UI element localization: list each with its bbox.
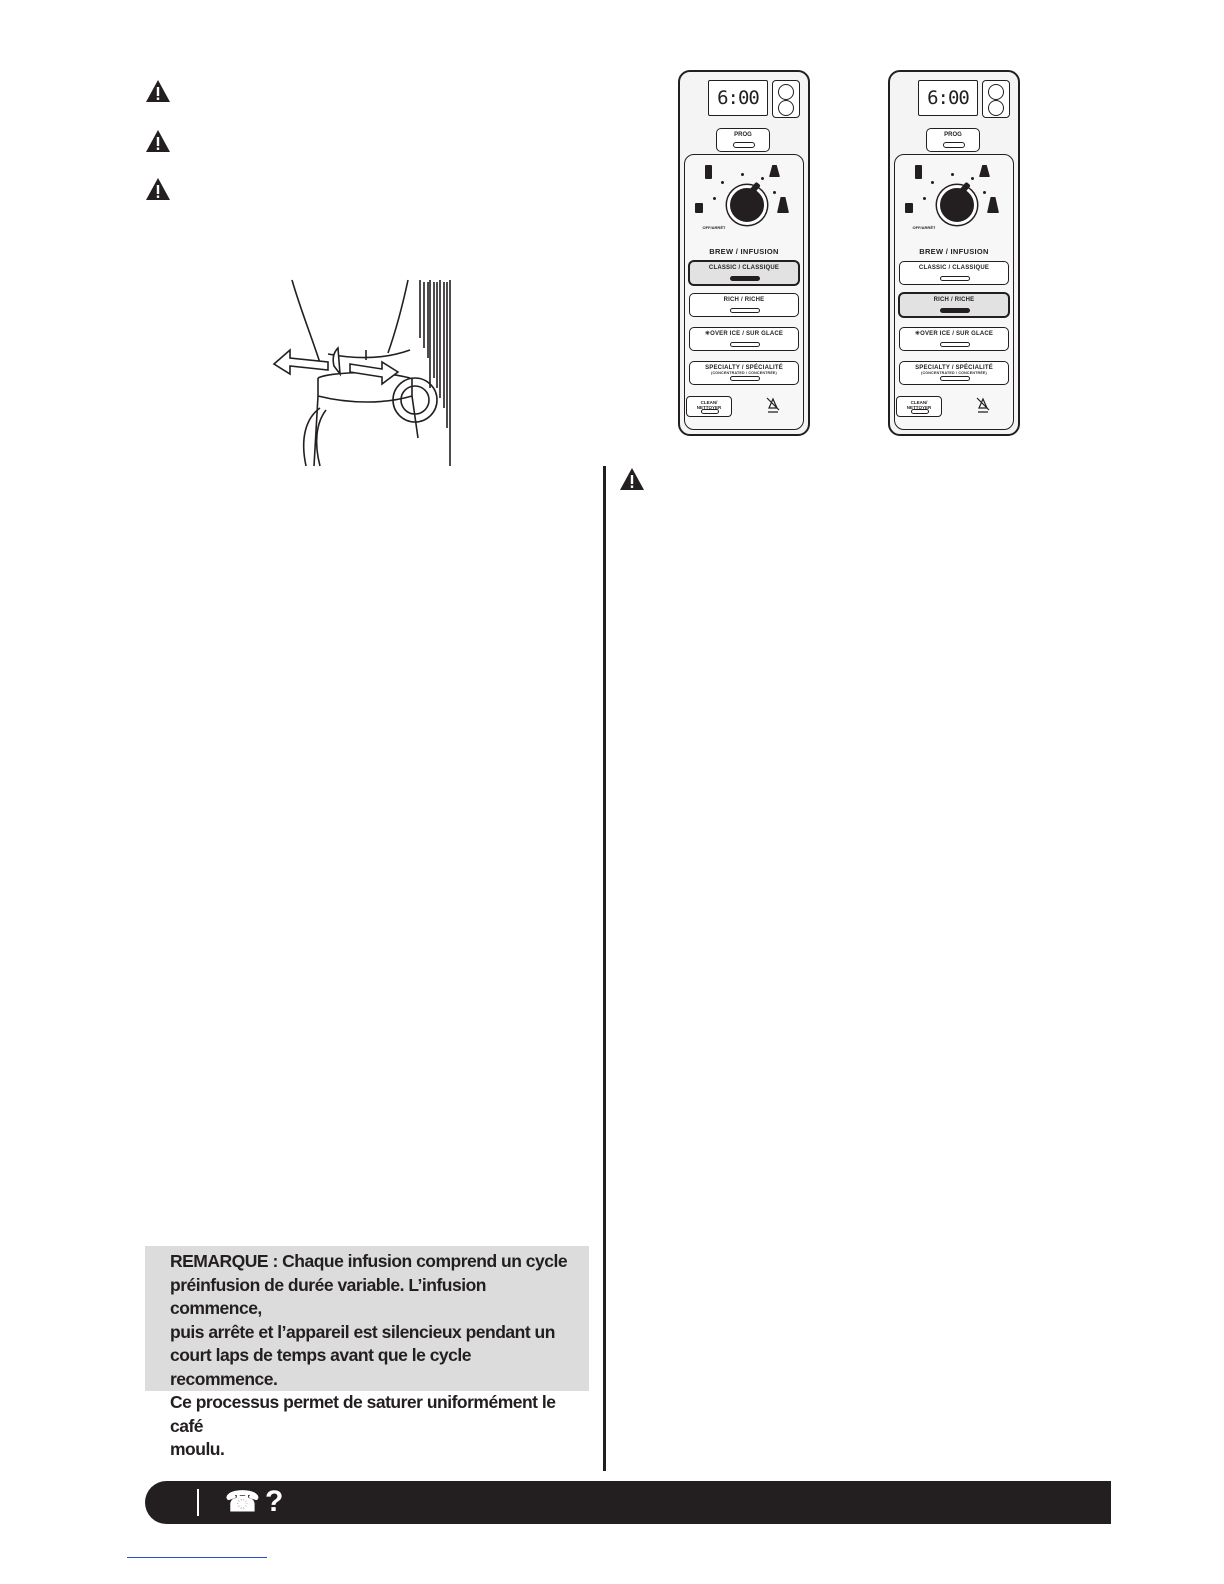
question-mark: ? — [265, 1485, 284, 1518]
column-divider — [603, 466, 606, 1471]
mug-icon — [695, 203, 703, 213]
footer-bar — [145, 1481, 1111, 1524]
size-dial[interactable] — [727, 185, 767, 225]
brew-selector — [894, 154, 1014, 430]
over-ice-button[interactable]: ✳OVER ICE / SUR GLACE — [899, 327, 1009, 351]
classic-button[interactable]: CLASSIC / CLASSIQUE — [899, 261, 1009, 285]
footer-separator — [197, 1489, 199, 1516]
control-panel-classic — [678, 70, 810, 436]
control-panel-rich — [888, 70, 1020, 436]
carafe-illustration — [270, 278, 460, 468]
clock-display: 6:00 — [708, 80, 768, 116]
hour-minute-knobs[interactable] — [772, 80, 800, 118]
carafe-full-icon — [987, 197, 999, 213]
warning-triangle-icon — [145, 177, 171, 201]
carafe-full-icon — [777, 197, 789, 213]
clock-display: 6:00 — [918, 80, 978, 116]
classic-button[interactable]: CLASSIC / CLASSIQUE — [689, 261, 799, 285]
cup-icon — [915, 165, 922, 179]
mute-icon[interactable] — [764, 396, 782, 416]
rich-button[interactable]: RICH / RICHE — [899, 293, 1009, 317]
brew-label: BREW / INFUSION — [919, 247, 989, 256]
specialty-button[interactable]: SPECIALTY / SPÉCIALITÉ (CONCENTRATED / CONCENTRÉE) — [899, 361, 1009, 385]
note-line: court laps de temps avant que le cycle recommence. — [170, 1345, 471, 1389]
note-line: moulu. — [170, 1439, 225, 1459]
mute-icon[interactable] — [974, 396, 992, 416]
rich-button[interactable]: RICH / RICHE — [689, 293, 799, 317]
note-box — [145, 1246, 589, 1459]
mug-icon — [905, 203, 913, 213]
brew-selector — [684, 154, 804, 430]
over-ice-button[interactable]: ✳OVER ICE / SUR GLACE — [689, 327, 799, 351]
size-dial[interactable] — [937, 185, 977, 225]
note-line: Ce processus permet de saturer uniformément le café — [170, 1392, 556, 1436]
off-label: OFF/ARRÊT — [912, 225, 936, 230]
phone-icon: ☎ — [225, 1486, 260, 1517]
prog-button[interactable]: PROG — [926, 128, 980, 152]
warning-triangle-icon — [619, 467, 645, 491]
link-underline — [127, 1557, 267, 1558]
off-label: OFF/ARRÊT — [702, 225, 726, 230]
clean-button[interactable]: CLEAN/ NETTOYER — [686, 396, 732, 417]
brew-label: BREW / INFUSION — [709, 247, 779, 256]
hour-minute-knobs[interactable] — [982, 80, 1010, 118]
clean-button[interactable]: CLEAN/ NETTOYER — [896, 396, 942, 417]
specialty-button[interactable]: SPECIALTY / SPÉCIALITÉ (CONCENTRATED / CONCENTRÉE) — [689, 361, 799, 385]
warning-triangle-icon — [145, 129, 171, 153]
carafe-half-icon — [979, 165, 990, 177]
note-line: REMARQUE : Chaque infusion comprend un cycle — [170, 1251, 568, 1271]
warning-triangle-icon — [145, 79, 171, 103]
carafe-half-icon — [769, 165, 780, 177]
cup-icon — [705, 165, 712, 179]
note-line: puis arrête et l’appareil est silencieux pendant un — [170, 1321, 555, 1342]
note-line: préinfusion de durée variable. L’infusion commence, — [170, 1274, 486, 1318]
prog-button[interactable]: PROG — [716, 128, 770, 152]
